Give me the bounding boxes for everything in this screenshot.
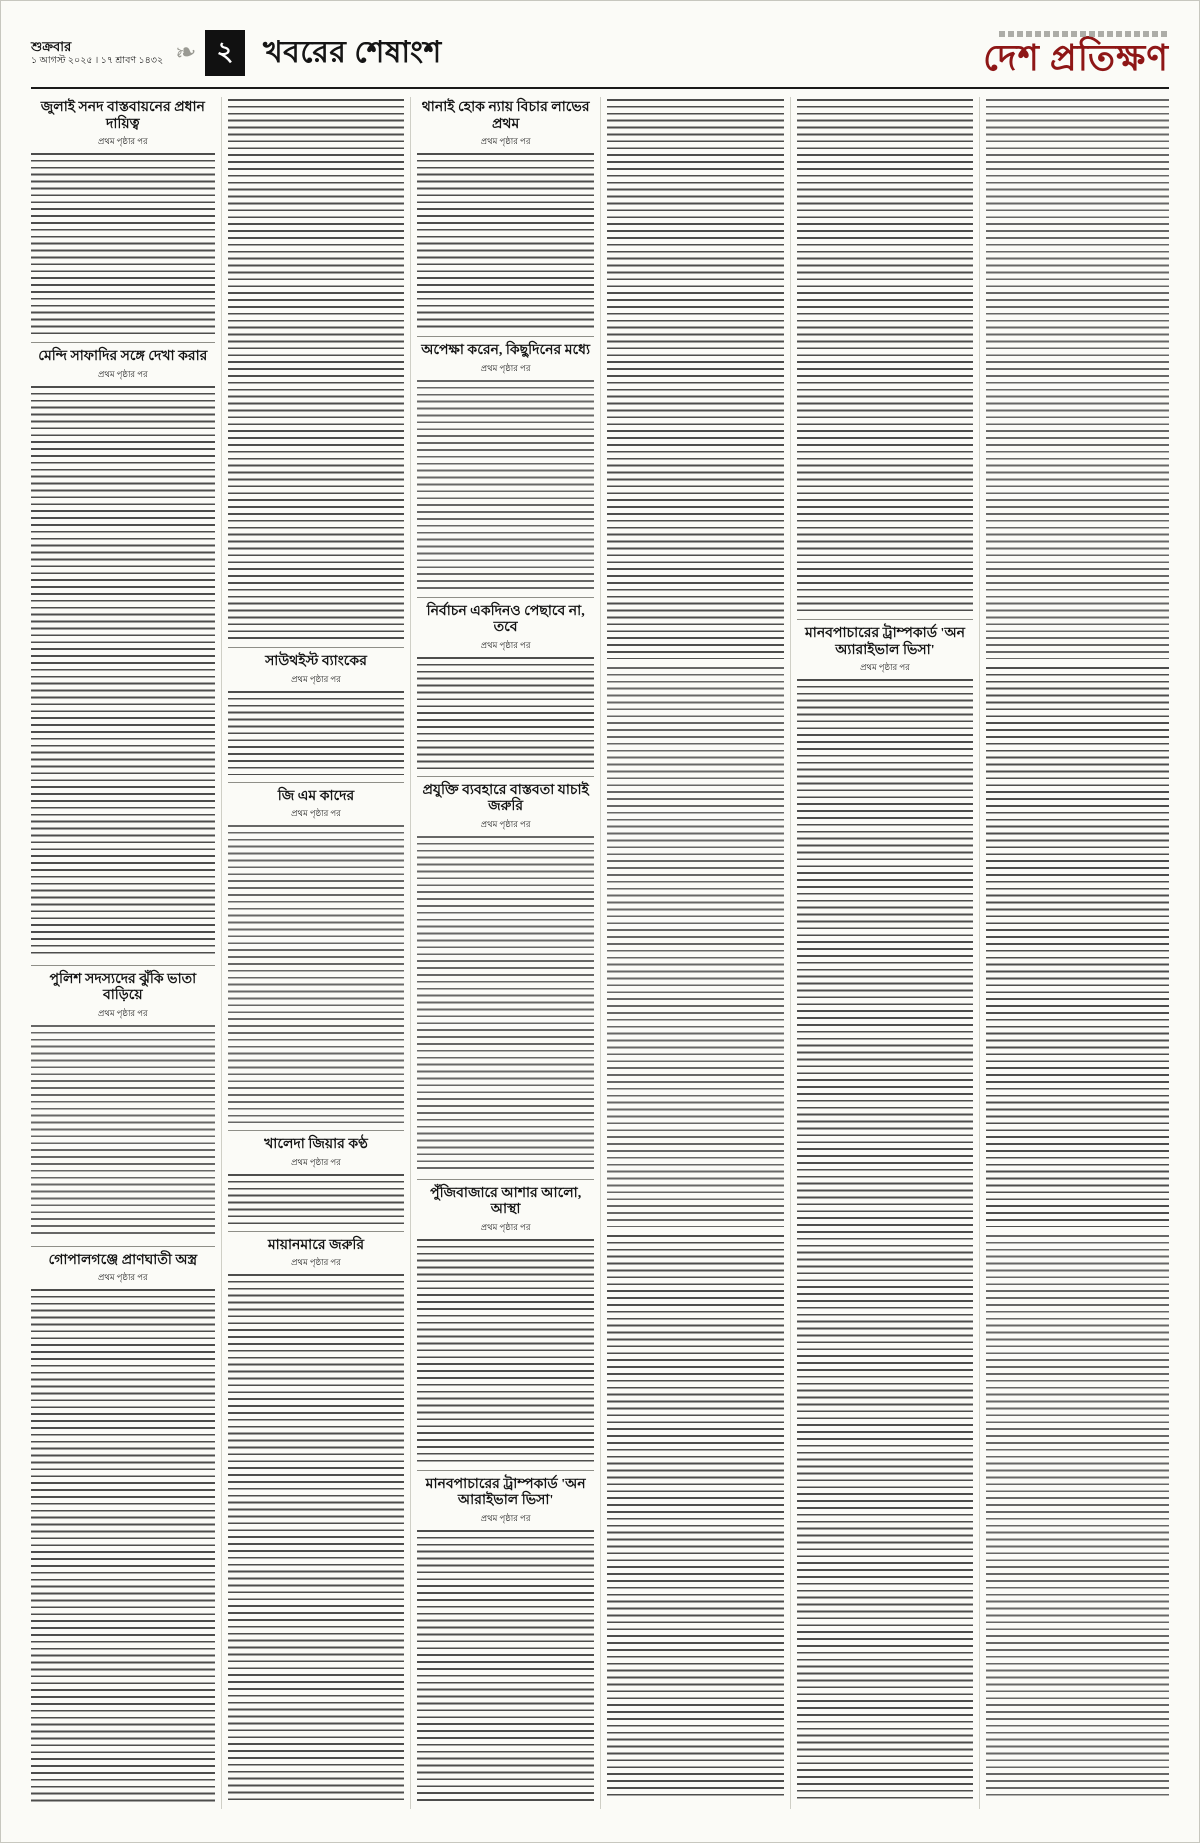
column-4 <box>600 97 790 1809</box>
article-body-text <box>417 380 594 590</box>
continued-from-label: প্রথম পৃষ্ঠার পর <box>480 136 531 147</box>
continuation-text <box>228 99 405 639</box>
column-5 <box>790 97 980 1809</box>
article-body-text <box>31 1025 215 1239</box>
continued-from-label: প্রথম পৃষ্ঠার পর <box>97 136 148 147</box>
continued-from-label: প্রথম পৃষ্ঠার পর <box>97 1007 148 1018</box>
article <box>31 965 215 1239</box>
article-body-text <box>417 153 594 329</box>
article-body-text <box>228 1274 405 1802</box>
article-headline: মানবপাচারের ট্রাম্পকার্ড 'অন অ্যারাইভাল ভিসা' <box>804 626 965 658</box>
column-2 <box>221 97 411 1809</box>
article-headline: অপেক্ষা করেন, কিছুদিনের মধ্যে <box>421 343 591 359</box>
article <box>417 776 594 1172</box>
article-body-text <box>797 99 974 611</box>
article-body-text <box>986 99 1169 659</box>
article-headline: জি এম কাদের <box>277 788 355 804</box>
article-body-text <box>986 667 1169 1227</box>
article-body-text <box>986 1235 1169 1801</box>
continuation-text <box>986 99 1169 1801</box>
article <box>228 647 405 775</box>
page-header <box>31 27 1169 89</box>
article <box>228 782 405 1124</box>
column-1 <box>31 97 221 1809</box>
article-body-text <box>228 691 405 775</box>
article-headline: থানাই হোক ন্যায় বিচার লাভের প্রথম <box>421 100 590 132</box>
weekday-label: শুক্রবার <box>31 39 72 55</box>
continued-from-label: প্রথম পৃষ্ঠার পর <box>480 639 531 650</box>
content-columns <box>31 97 1169 1809</box>
article <box>31 1246 215 1802</box>
article-body-text <box>607 1235 784 1801</box>
masthead-tagline-text <box>999 31 1169 37</box>
article-body-text <box>228 1174 405 1224</box>
article-body-text <box>607 667 784 1227</box>
article-headline: মেন্দি সাফাদির সঙ্গে দেখা করার <box>38 349 208 365</box>
article <box>417 336 594 590</box>
continued-from-label: প্রথম পৃষ্ঠার পর <box>291 1156 341 1167</box>
section-title: খবরের শেষাংশ <box>262 35 442 69</box>
article <box>417 597 594 769</box>
continued-from-label: প্রথম পৃষ্ঠার পর <box>860 662 910 673</box>
article <box>228 1231 405 1802</box>
article-body-text <box>417 657 594 769</box>
continuation-text <box>797 99 974 611</box>
article <box>797 619 974 1802</box>
article-headline: গোপালগঞ্জে প্রাণঘাতী অস্ত্র <box>48 1252 198 1268</box>
article-body-text <box>607 99 784 659</box>
article-headline: মানবপাচারের ট্রাম্পকার্ড 'অন আরাইভাল ভিসা' <box>425 1476 586 1509</box>
continued-from-label: প্রথম পৃষ্ঠার পর <box>291 673 341 684</box>
article-headline: জুলাই সনদ বাস্তবায়নের প্রধান দায়িত্ব <box>40 100 205 132</box>
date-line: ১ আগস্ট ২০২৫ । ১৭ শ্রাবণ ১৪৩২ <box>31 55 164 66</box>
article-body-text <box>417 836 594 1172</box>
continued-from-label: প্রথম পৃষ্ঠার পর <box>480 1221 531 1232</box>
article-body-text <box>31 153 215 335</box>
article-headline: নির্বাচন একদিনও পেছাবে না, তবে <box>426 603 585 636</box>
continuation-text <box>607 99 784 1801</box>
continued-from-label: প্রথম পৃষ্ঠার পর <box>480 818 531 829</box>
article <box>31 342 215 958</box>
continued-from-label: প্রথম পৃষ্ঠার পর <box>291 808 341 819</box>
article-body-text <box>417 1239 594 1463</box>
date-block <box>31 39 163 67</box>
article-headline: খালেদা জিয়ার কণ্ঠ <box>264 1137 368 1153</box>
column-3 <box>410 97 600 1809</box>
continued-from-label: প্রথম পৃষ্ঠার পর <box>97 1272 148 1283</box>
ornament-flourish-icon: ❧ <box>172 36 200 69</box>
continued-from-label: প্রথম পৃষ্ঠার পর <box>480 362 531 373</box>
continued-from-label: প্রথম পৃষ্ঠার পর <box>480 1512 531 1523</box>
article-body-text <box>417 1530 594 1802</box>
article <box>417 99 594 329</box>
newspaper-masthead: দেশ প্রতিক্ষণ <box>983 37 1169 78</box>
article-body-text <box>31 1289 215 1802</box>
article-body-text <box>31 386 215 958</box>
article-headline: প্রযুক্তি ব্যবহারে বাস্তবতা যাচাই জরুরি <box>422 782 589 815</box>
continued-from-label: প্রথম পৃষ্ঠার পর <box>291 1257 341 1268</box>
article-body-text <box>797 679 974 1802</box>
masthead-block <box>983 31 1169 76</box>
column-6 <box>979 97 1169 1809</box>
article-body-text <box>228 825 405 1123</box>
article-headline: সাউথইস্ট ব্যাংকের <box>265 654 367 669</box>
continued-from-label: প্রথম পৃষ্ঠার পর <box>97 368 148 379</box>
article <box>31 99 215 335</box>
article-headline: পুলিশ সদস্যদের ঝুঁকি ভাতা বাড়িয়ে <box>49 971 197 1004</box>
article <box>417 1470 594 1802</box>
article-headline: পুঁজিবাজারে আশার আলো, আস্থা <box>430 1185 582 1218</box>
article-headline: মায়ানমারে জরুরি <box>267 1237 365 1253</box>
page-number-badge: ২ <box>205 30 245 76</box>
article <box>228 1130 405 1224</box>
article <box>417 1179 594 1463</box>
article-body-text <box>228 99 405 639</box>
